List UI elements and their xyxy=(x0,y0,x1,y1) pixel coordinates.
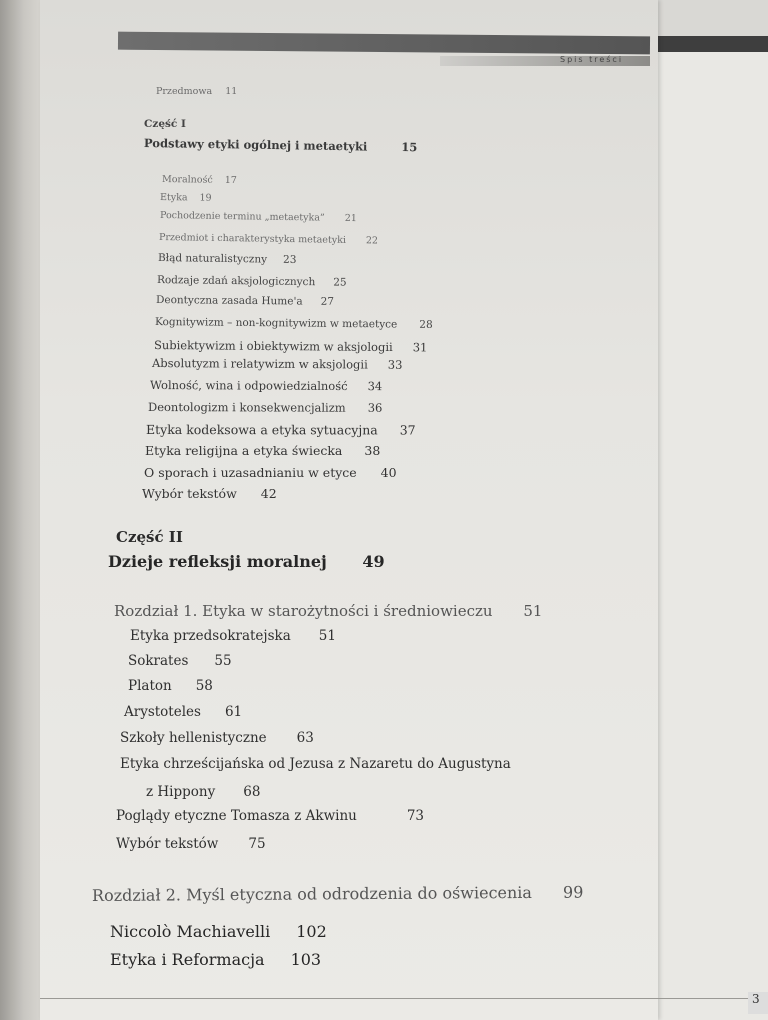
toc-label: Deontyczna zasada Hume'a xyxy=(155,294,303,308)
toc-label: Wybór tekstów xyxy=(142,486,237,501)
toc-page: 38 xyxy=(364,443,381,458)
toc-entry xyxy=(130,628,336,644)
toc-page: 37 xyxy=(399,422,416,438)
page-bottom-rule xyxy=(40,998,752,999)
part1-page: 15 xyxy=(401,140,418,155)
toc-label: z Hippony xyxy=(146,784,216,800)
part2-title: Dzieje refleksji moralnej xyxy=(108,552,327,571)
toc-page: 28 xyxy=(419,318,433,331)
toc-entry xyxy=(144,465,397,480)
toc-entry xyxy=(120,730,314,746)
toc-label: Pochodzenie terminu „metaetyka” xyxy=(159,210,325,224)
toc-page: 22 xyxy=(365,235,379,247)
toc-entry xyxy=(154,338,427,354)
toc-entry xyxy=(145,443,380,458)
toc-page: 75 xyxy=(248,836,266,852)
toc-label: Przedmowa xyxy=(156,86,213,97)
part2-page: 49 xyxy=(362,552,385,571)
toc-label: Etyka i Reformacja xyxy=(110,950,265,969)
toc-page: 40 xyxy=(380,465,397,480)
toc-entry xyxy=(146,422,416,437)
toc-entry xyxy=(142,486,277,501)
toc-page: 33 xyxy=(387,357,403,372)
toc-page: 25 xyxy=(333,276,347,289)
page-number: 3 xyxy=(748,992,768,1014)
toc-entry xyxy=(148,400,382,415)
toc-entry xyxy=(110,950,321,969)
part2-label: Część II xyxy=(116,528,183,546)
toc-page: 11 xyxy=(225,86,238,97)
toc-preface xyxy=(156,86,237,97)
toc-entry xyxy=(120,756,533,772)
toc-label: Deontologizm i konsekwencjalizm xyxy=(147,400,346,415)
toc-entry xyxy=(116,808,424,824)
toc-entry xyxy=(156,294,334,308)
toc-entry xyxy=(152,356,403,372)
chapter2-label: Rozdział 2. Myśl etyczna od odrodzenia do oświecenia xyxy=(91,882,532,905)
toc-entry xyxy=(150,378,382,393)
toc-label: Etyka kodeksowa a etyka sytuacyjna xyxy=(145,422,378,438)
toc-page: 42 xyxy=(260,486,277,501)
book-binding xyxy=(0,0,40,1020)
toc-label: Błąd naturalistyczny xyxy=(157,252,268,266)
toc-page: 58 xyxy=(195,678,213,694)
toc-label: Szkoły hellenistyczne xyxy=(120,730,267,746)
toc-label: Etyka religijna a etyka świecka xyxy=(145,443,343,458)
chapter1-page: 51 xyxy=(523,602,543,620)
toc-entry xyxy=(160,192,212,204)
part1-label: Część I xyxy=(144,118,186,130)
toc-label: Niccolò Machiavelli xyxy=(110,922,271,941)
toc-page: 63 xyxy=(296,730,314,746)
chapter1-label: Rozdział 1. Etyka w starożytności i średniowieczu xyxy=(114,602,493,620)
toc-entry xyxy=(146,784,260,800)
toc-label: Sokrates xyxy=(128,653,189,669)
toc-label: Poglądy etyczne Tomasza z Akwinu xyxy=(116,808,357,824)
toc-page: 27 xyxy=(320,295,335,308)
toc-page: 19 xyxy=(199,192,212,204)
toc-entry xyxy=(110,922,327,941)
toc-page: 31 xyxy=(412,340,428,355)
toc-label: Przedmiot i charakterystyka metaetyki xyxy=(158,232,347,246)
chapter2-heading xyxy=(92,883,584,905)
toc-page: 102 xyxy=(296,922,327,941)
facing-page-header-bar xyxy=(648,36,768,52)
toc-page: 21 xyxy=(344,212,357,225)
chapter1-heading xyxy=(114,602,542,620)
toc-page: 68 xyxy=(243,784,261,800)
toc-label: O sporach i uzasadnianiu w etyce xyxy=(144,465,357,480)
part1-title: Podstawy etyki ogólnej i metaetyki xyxy=(143,136,368,154)
toc-entry xyxy=(128,678,213,694)
toc-page: 34 xyxy=(367,379,383,394)
toc-entry xyxy=(158,252,297,266)
toc-label: Rodzaje zdań aksjologicznych xyxy=(156,274,316,289)
toc-entry xyxy=(124,704,242,720)
toc-page: 61 xyxy=(224,704,243,720)
toc-label: Arystoteles xyxy=(124,704,201,720)
toc-label: Platon xyxy=(128,678,172,694)
toc-page: 23 xyxy=(282,253,297,266)
chapter2-page: 99 xyxy=(562,882,584,902)
toc-page: 51 xyxy=(318,628,336,644)
toc-page: 55 xyxy=(214,653,232,669)
toc-label: Etyka chrześcijańska od Jezusa z Nazaretu do Augustyna xyxy=(120,756,511,772)
toc-label: Subiektywizm i obiektywizm w aksjologii xyxy=(153,338,393,355)
toc-label: Etyka xyxy=(159,192,188,204)
toc-page: 73 xyxy=(406,808,425,824)
toc-label: Wybór tekstów xyxy=(116,836,219,852)
toc-page: 36 xyxy=(367,400,383,415)
toc-label: Wolność, wina i odpowiedzialność xyxy=(149,378,348,394)
toc-label: Absolutyzm i relatywizm w aksjologii xyxy=(151,356,368,372)
part2-title-line xyxy=(108,552,385,571)
facing-page xyxy=(640,40,768,1020)
toc-label: Kognitywizm – non-kognitywizm w metaetyce xyxy=(154,316,398,331)
toc-label: Etyka przedsokratejska xyxy=(130,628,291,644)
toc-entry xyxy=(116,836,266,852)
toc-entry xyxy=(162,174,237,186)
running-title: Spis treści xyxy=(560,55,624,64)
toc-page: 17 xyxy=(224,174,237,187)
toc-label: Moralność xyxy=(161,174,213,186)
toc-page: 103 xyxy=(290,950,322,969)
toc-entry xyxy=(128,653,232,669)
